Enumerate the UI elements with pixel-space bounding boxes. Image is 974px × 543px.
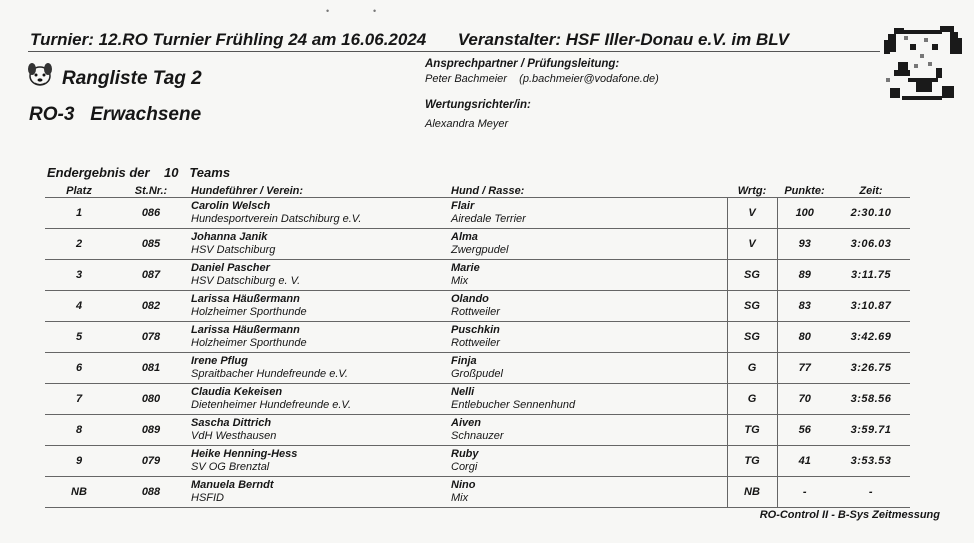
points-cell: 41 (777, 446, 832, 477)
dog-name: Marie (451, 262, 480, 274)
time-cell: 3:53.53 (832, 446, 910, 477)
start-number-cell: 079 (113, 446, 189, 477)
table-row (45, 384, 910, 415)
start-number-cell: 085 (113, 229, 189, 260)
turnier-label: Turnier: (30, 30, 94, 49)
team-count: 10 (164, 165, 179, 180)
handler-name: Sascha Dittrich (191, 417, 272, 429)
handler-club: Holzheimer Sporthunde (191, 306, 307, 318)
handler-club: Holzheimer Sporthunde (191, 337, 307, 349)
handler-cell (189, 415, 449, 446)
handler-cell (189, 229, 449, 260)
handler-cell (189, 477, 449, 508)
handler-name: Irene Pflug (191, 355, 248, 367)
rank-cell: NB (45, 477, 113, 508)
handler-club: HSV Datschiburg e. V. (191, 275, 301, 287)
turnier-name: 12.RO Turnier Frühling 24 (98, 30, 308, 49)
dog-breed: Zwergpudel (451, 244, 509, 256)
ansprechpartner-email: (p.bachmeier@vodafone.de) (519, 73, 659, 85)
time-cell: - (832, 477, 910, 508)
klasse-label: RO-3 (29, 104, 75, 125)
table-row (45, 446, 910, 477)
veranstalter-name: HSF Iller-Donau e.V. im BLV (565, 30, 790, 49)
start-number-cell: 081 (113, 353, 189, 384)
points-cell: - (777, 477, 832, 508)
rating-cell: SG (727, 291, 777, 322)
rating-cell: TG (727, 446, 777, 477)
handler-name: Manuela Berndt (191, 479, 274, 491)
header-platz: Platz (66, 185, 92, 197)
dog-name: Alma (451, 231, 478, 243)
class-title (29, 104, 201, 126)
points-cell: 89 (777, 260, 832, 291)
header-punkte: Punkte: (784, 185, 825, 197)
start-number-cell: 088 (113, 477, 189, 508)
dog-name: Nelli (451, 386, 475, 398)
start-number-cell: 089 (113, 415, 189, 446)
handler-cell (189, 291, 449, 322)
header-stnr: St.Nr.: (134, 185, 168, 197)
dog-breed: Corgi (451, 461, 478, 473)
handler-club: HSV Datschiburg (191, 244, 276, 256)
table-row (45, 415, 910, 446)
scan-mark: • (373, 6, 377, 16)
dog-name: Nino (451, 479, 476, 491)
time-cell: 3:10.87 (832, 291, 910, 322)
ranking-table (45, 178, 910, 508)
wertungsrichter-name: Alexandra Meyer (425, 118, 509, 130)
dog-name: Olando (451, 293, 489, 305)
header-dog: Hund / Rasse: (451, 185, 525, 197)
start-number-cell: 078 (113, 322, 189, 353)
points-cell: 80 (777, 322, 832, 353)
dog-breed: Rottweiler (451, 306, 500, 318)
dog-cell (449, 291, 727, 322)
dog-cell (449, 353, 727, 384)
handler-club: Dietenheimer Hundefreunde e.V. (191, 399, 352, 411)
rank-cell: 2 (45, 229, 113, 260)
handler-club: VdH Westhausen (191, 430, 277, 442)
time-cell: 3:58.56 (832, 384, 910, 415)
dog-cell (449, 415, 727, 446)
summary-unit: Teams (189, 165, 231, 180)
rank-cell: 9 (45, 446, 113, 477)
dog-name: Flair (451, 200, 475, 212)
scan-mark: • (326, 6, 330, 16)
tournament-date: 16.06.2024 (341, 30, 427, 49)
handler-cell (189, 322, 449, 353)
time-cell: 3:42.69 (832, 322, 910, 353)
handler-name: Daniel Pascher (191, 262, 270, 274)
start-number-cell: 086 (113, 198, 189, 229)
rank-cell: 8 (45, 415, 113, 446)
points-cell: 77 (777, 353, 832, 384)
handler-cell (189, 260, 449, 291)
veranstalter-label: Veranstalter: (457, 30, 562, 49)
dog-name: Puschkin (451, 324, 500, 336)
rating-cell: G (727, 353, 777, 384)
dog-cell (449, 322, 727, 353)
rating-cell: SG (727, 260, 777, 291)
rank-cell: 5 (45, 322, 113, 353)
tournament-header (30, 30, 789, 50)
ansprechpartner-label: Ansprechpartner / Prüfungsleitung: (425, 58, 620, 70)
handler-club: HSFID (191, 492, 224, 504)
table-header-row (45, 178, 910, 198)
rank-cell: 6 (45, 353, 113, 384)
table-row (45, 291, 910, 322)
rank-cell: 7 (45, 384, 113, 415)
handler-name: Larissa Häußermann (191, 324, 300, 336)
handler-name: Larissa Häußermann (191, 293, 300, 305)
header-handler: Hundeführer / Verein: (191, 185, 304, 197)
rating-cell: V (727, 229, 777, 260)
dog-cell (449, 229, 727, 260)
rating-cell: V (727, 198, 777, 229)
table-row (45, 322, 910, 353)
points-cell: 56 (777, 415, 832, 446)
rating-cell: SG (727, 322, 777, 353)
rating-cell: TG (727, 415, 777, 446)
points-cell: 70 (777, 384, 832, 415)
header-divider (28, 51, 880, 52)
rank-cell: 4 (45, 291, 113, 322)
handler-club: Spraitbacher Hundefreunde e.V. (191, 368, 348, 380)
dog-breed: Mix (451, 492, 469, 504)
time-cell: 3:26.75 (832, 353, 910, 384)
table-row (45, 260, 910, 291)
handler-club: SV OG Brenztal (191, 461, 270, 473)
dog-cell (449, 384, 727, 415)
handler-name: Claudia Kekeisen (191, 386, 283, 398)
rank-cell: 1 (45, 198, 113, 229)
start-number-cell: 087 (113, 260, 189, 291)
dog-breed: Großpudel (451, 368, 503, 380)
dog-cell (449, 477, 727, 508)
header-wrtg: Wrtg: (737, 185, 767, 197)
table-row (45, 198, 910, 229)
time-cell: 2:30.10 (832, 198, 910, 229)
dog-name: Aiven (451, 417, 481, 429)
dog-breed: Schnauzer (451, 430, 504, 442)
time-cell: 3:06.03 (832, 229, 910, 260)
handler-cell (189, 353, 449, 384)
time-cell: 3:11.75 (832, 260, 910, 291)
handler-cell (189, 446, 449, 477)
handler-name: Johanna Janik (191, 231, 268, 243)
handler-name: Heike Henning-Hess (191, 448, 298, 460)
table-row (45, 229, 910, 260)
dog-head-icon (26, 62, 54, 88)
table-row (45, 353, 910, 384)
dog-breed: Airedale Terrier (451, 213, 526, 225)
dog-cell (449, 446, 727, 477)
handler-club: Hundesportverein Datschiburg e.V. (191, 213, 362, 225)
wertungsrichter-label: Wertungsrichter/in: (425, 99, 531, 111)
time-cell: 3:59.71 (832, 415, 910, 446)
header-zeit: Zeit: (859, 185, 883, 197)
rating-cell: G (727, 384, 777, 415)
points-cell: 93 (777, 229, 832, 260)
am-label: am (311, 30, 337, 49)
gruppe-label: Erwachsene (90, 104, 202, 125)
dog-breed: Mix (451, 275, 469, 287)
dog-cell (449, 260, 727, 291)
handler-cell (189, 384, 449, 415)
rating-cell: NB (727, 477, 777, 508)
dog-breed: Entlebucher Sennenhund (451, 399, 576, 411)
start-number-cell: 082 (113, 291, 189, 322)
summary-label: Endergebnis der (47, 165, 150, 180)
handler-name: Carolin Welsch (191, 200, 271, 212)
ansprechpartner-name: Peter Bachmeier (425, 73, 507, 85)
ansprechpartner-value (425, 73, 659, 85)
dog-breed: Rottweiler (451, 337, 500, 349)
start-number-cell: 080 (113, 384, 189, 415)
handler-cell (189, 198, 449, 229)
dog-cell (449, 198, 727, 229)
points-cell: 100 (777, 198, 832, 229)
footer-credit: RO-Control II - B-Sys Zeitmessung (759, 509, 940, 521)
rangliste-title: Rangliste Tag 2 (62, 68, 202, 89)
table-row (45, 477, 910, 508)
dog-name: Ruby (451, 448, 479, 460)
rank-cell: 3 (45, 260, 113, 291)
dog-name: Finja (451, 355, 477, 367)
pixel-dog-logo (880, 22, 966, 106)
points-cell: 83 (777, 291, 832, 322)
